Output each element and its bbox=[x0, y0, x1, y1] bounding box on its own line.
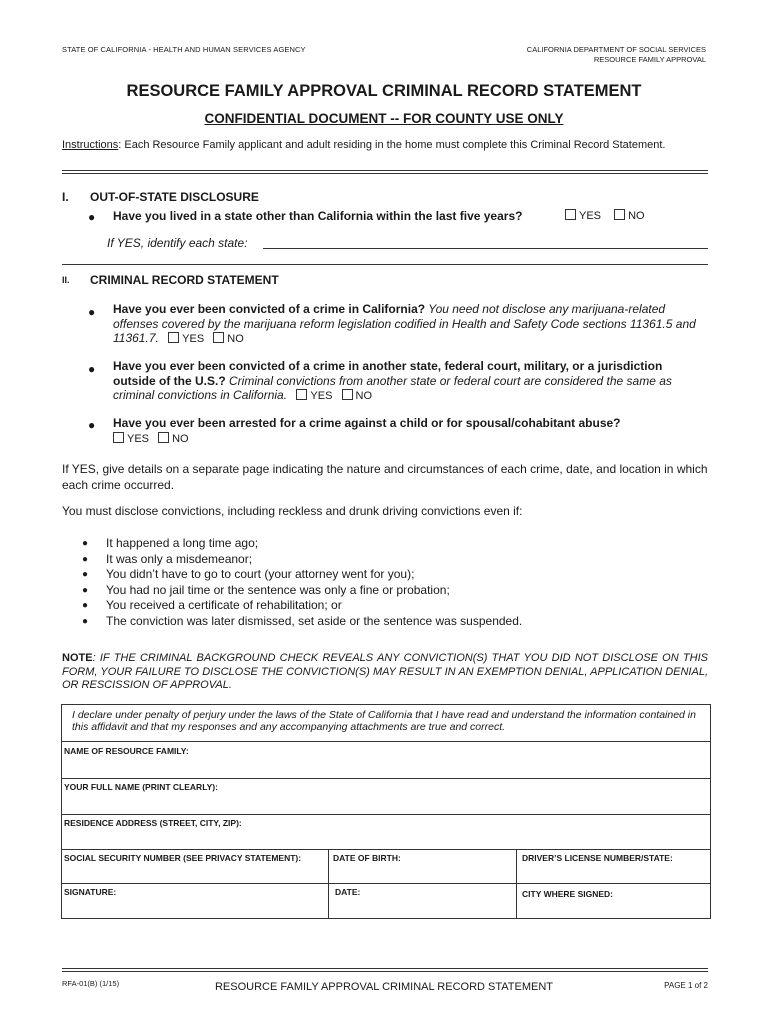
declaration-box bbox=[61, 704, 711, 919]
list-item: ● The conviction was later dismissed, set aside or the sentence was suspended. bbox=[62, 614, 522, 630]
signature-label: SIGNATURE: bbox=[64, 887, 117, 897]
instructions bbox=[62, 139, 665, 151]
section1-title: OUT-OF-STATE DISCLOSURE bbox=[90, 190, 259, 204]
divider bbox=[62, 264, 708, 265]
instructions-label: Instructions bbox=[62, 139, 119, 151]
note-label: NOTE bbox=[62, 652, 93, 664]
full-name-label: YOUR FULL NAME (PRINT CLEARLY): bbox=[64, 782, 218, 792]
yes-label: YES bbox=[579, 210, 602, 222]
bullet-icon: ● bbox=[88, 305, 96, 319]
column-divider bbox=[516, 850, 517, 918]
header-department-line2: RESOURCE FAMILY APPROVAL bbox=[593, 55, 706, 64]
header-department bbox=[527, 45, 706, 65]
header-department-line1: CALIFORNIA DEPARTMENT OF SOCIAL SERVICES bbox=[526, 45, 706, 54]
list-item: ● It was only a misdemeanor; bbox=[62, 552, 522, 568]
section2-question3: Have you ever been arrested for a crime against a child or for spousal/cohabitant abuse? YES NO bbox=[113, 416, 621, 445]
footer-title: RESOURCE FAMILY APPROVAL CRIMINAL RECORD STATEMENT bbox=[214, 981, 553, 993]
section2-number: II. bbox=[62, 275, 70, 285]
declaration-text: I declare under penalty of perjury under the laws of the State of California that I have read and understand the information contained in this affidavit and that my responses and any accompanying attachments are true and correct. bbox=[72, 709, 696, 733]
name-family-label: NAME OF RESOURCE FAMILY: bbox=[64, 746, 189, 756]
divider bbox=[62, 170, 708, 174]
date-label: DATE: bbox=[335, 887, 361, 897]
declaration-row bbox=[62, 705, 710, 742]
no-label: NO bbox=[628, 210, 645, 222]
note bbox=[62, 652, 708, 693]
list-item: ● You received a certificate of rehabilitation; or bbox=[62, 598, 522, 614]
dob-label: DATE OF BIRTH: bbox=[333, 853, 401, 863]
list-item: ● It happened a long time ago; bbox=[62, 536, 522, 552]
full-name-field[interactable] bbox=[62, 779, 710, 815]
note-text: : IF THE CRIMINAL BACKGROUND CHECK REVEALS ANY CONVICTION(S) THAT YOU DID NOT DISCLOSE ON THIS FORM, YOUR FAILURE TO DISCLOSE THE CONVICTION(S) MAY RESULT IN AN EXEMPTION DENIAL, APPLICATION DENIAL, OR RESCISSION OF APPROVAL. bbox=[62, 652, 708, 691]
section2-question1: Have you ever been convicted of a crime in California? You need not disclose any marijuana-related offenses covered by the marijuana reform legislation codified in Health and Safety Code sections 11361.5 and 11361.7. YES NO bbox=[113, 302, 696, 345]
footer-divider bbox=[62, 968, 708, 972]
disclose-paragraph: You must disclose convictions, including reckless and drunk driving convictions even if: bbox=[62, 504, 523, 518]
section1-options bbox=[565, 209, 645, 222]
yes-checkbox[interactable] bbox=[565, 209, 576, 220]
list-item: ● You didn’t have to go to court (your attorney went for you); bbox=[62, 567, 522, 583]
section2-question2: Have you ever been convicted of a crime in another state, federal court, military, or a jurisdiction outside of the U.S.? Criminal convictions from another state or federal court are considered the same as criminal convictions in California. YES NO bbox=[113, 359, 672, 402]
bullet-icon: ● bbox=[88, 210, 96, 224]
no-checkbox[interactable] bbox=[614, 209, 625, 220]
column-divider bbox=[328, 850, 329, 918]
no-checkbox[interactable] bbox=[158, 432, 169, 443]
disclose-list bbox=[62, 536, 522, 629]
signature-row bbox=[62, 884, 710, 918]
instructions-text: : Each Resource Family applicant and adult residing in the home must complete this Criminal Record Statement. bbox=[118, 139, 666, 151]
address-label: RESIDENCE ADDRESS (STREET, CITY, ZIP): bbox=[64, 818, 242, 828]
address-field[interactable] bbox=[62, 815, 710, 850]
yes-checkbox[interactable] bbox=[296, 389, 307, 400]
footer-page: PAGE 1 of 2 bbox=[664, 981, 708, 990]
license-label: DRIVER’S LICENSE NUMBER/STATE: bbox=[522, 853, 673, 863]
yes-checkbox[interactable] bbox=[113, 432, 124, 443]
yes-checkbox[interactable] bbox=[168, 332, 179, 343]
no-checkbox[interactable] bbox=[342, 389, 353, 400]
section1-question bbox=[113, 209, 522, 224]
section2-title: CRIMINAL RECORD STATEMENT bbox=[90, 273, 279, 287]
list-item: ● You had no jail time or the sentence was only a fine or probation; bbox=[62, 583, 522, 599]
bullet-icon: ● bbox=[88, 418, 96, 432]
name-family-field[interactable] bbox=[62, 742, 710, 779]
section1-number: I. bbox=[62, 190, 69, 204]
no-checkbox[interactable] bbox=[213, 332, 224, 343]
footer-form-id: RFA-01(B) (1/15) bbox=[62, 979, 120, 988]
page-title: RESOURCE FAMILY APPROVAL CRIMINAL RECORD STATEMENT bbox=[126, 82, 642, 100]
header-agency: STATE OF CALIFORNIA - HEALTH AND HUMAN SERVICES AGENCY bbox=[62, 45, 306, 54]
ssn-label: SOCIAL SECURITY NUMBER (SEE PRIVACY STATEMENT): bbox=[64, 853, 302, 863]
ssn-dob-license-row bbox=[62, 850, 710, 884]
identify-state-label: If YES, identify each state: bbox=[107, 236, 248, 250]
identify-state-field[interactable] bbox=[263, 248, 708, 249]
section1-question-text: Have you lived in a state other than California within the last five years? bbox=[113, 209, 523, 223]
page-subtitle: CONFIDENTIAL DOCUMENT -- FOR COUNTY USE ONLY bbox=[204, 111, 564, 126]
bullet-icon: ● bbox=[88, 362, 96, 376]
city-label: CITY WHERE SIGNED: bbox=[522, 889, 613, 899]
details-paragraph: If YES, give details on a separate page indicating the nature and circumstances of each crime, date, and location in which each crime occurred. bbox=[62, 462, 708, 492]
